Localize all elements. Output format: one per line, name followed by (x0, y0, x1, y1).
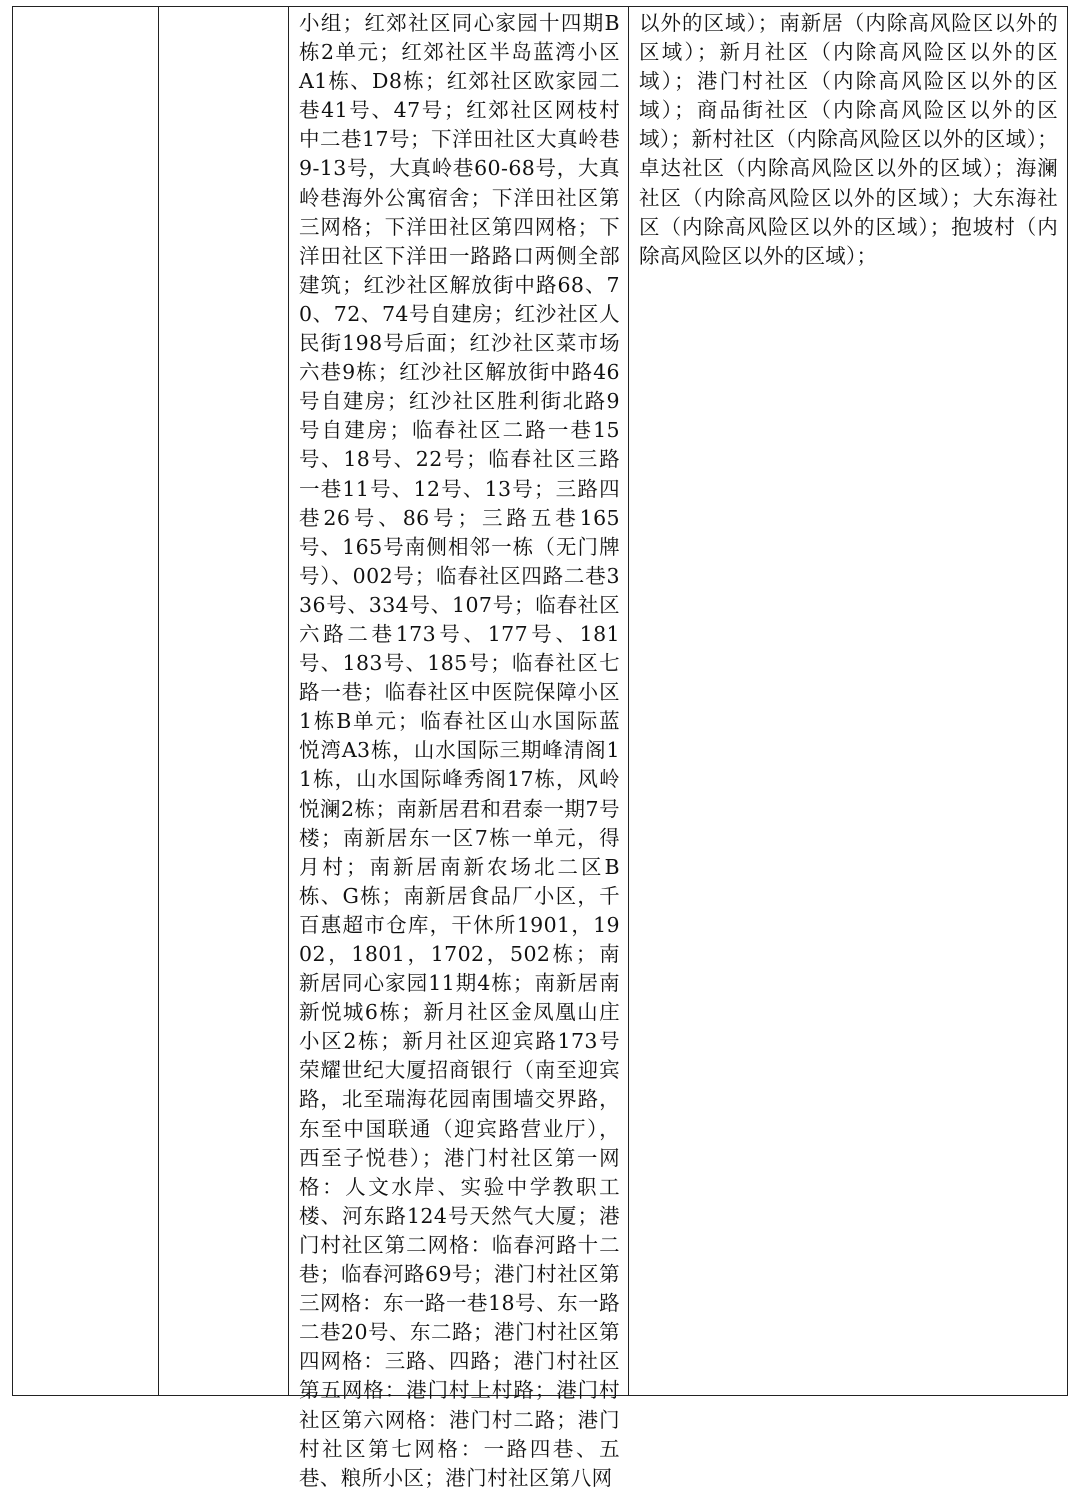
document-table (12, 6, 1068, 1490)
medium-risk-area-list: 小组；红郊社区同心家园十四期B栋2单元；红郊社区半岛蓝湾小区A1栋、D8栋；红郊社区欧家园二巷41号、47号；红郊社区网枝村中二巷17号；下洋田社区大真岭巷9-13号，大真岭巷60-68号，大真岭巷海外公寓宿舍；下洋田社区第三网格；下洋田社区第四网格；下洋田社区下洋田一路路口两侧全部建筑；红沙社区解放街中路68、70、72、74号自建房；红沙社区人民街198号后面；红沙社区菜市场六巷9栋；红沙社区解放街中路46号自建房；红沙社区胜利街北路9号自建房；临春社区二路一巷15号、18号、22号；临春社区三路一巷11号、12号、13号；三路四巷26号、86号；三路五巷165号、165号南侧相邻一栋（无门牌号）、002号；临春社区四路二巷336号、334号、107号；临春社区六路二巷173号、177号、181号、183号、185号；临春社区七路一巷；临春社区中医院保障小区1栋B单元；临春社区山水国际蓝悦湾A3栋，山水国际三期峰清阁11栋，山水国际峰秀阁17栋，风岭悦澜2栋；南新居君和君泰一期7号楼；南新居东一区7栋一单元，得月村；南新居南新农场北二区B栋、G栋；南新居食品厂小区，千百惠超市仓库，干休所1901，1902，1801，1702，502栋；南新居同心家园11期4栋；南新居南新悦城6栋；新月社区金凤凰山庄小区2栋；新月社区迎宾路173号荣耀世纪大厦招商银行（南至迎宾路，北至瑞海花园南围墙交界路，东至中国联通（迎宾路营业厅），西至子悦巷）；港门村社区第一网格：人文水岸、实验中学教职工楼、河东路124号天然气大厦；港门村社区第二网格：临春河路十二巷；临春河路69号；港门村社区第三网格：东一路一巷18号、东一路二巷20号、东二路；港门村社区第四网格：三路、四路；港门村社区第五网格：港门村上村路；港门村社区第六网格：港门村二路；港门村社区第七网格：一路四巷、五巷、粮所小区；港门村社区第八网 (299, 11, 620, 1490)
table-cell-low-risk-areas (629, 7, 1066, 1395)
table-cell-medium-risk-areas (289, 7, 629, 1490)
table-cell-column-1 (13, 7, 159, 1395)
table-cell-column-2 (159, 7, 289, 1395)
low-risk-area-list: 以外的区域）；南新居（内除高风险区以外的区域）；新月社区（内除高风险区以外的区域）；港门村社区（内除高风险区以外的区域）；商品街社区（内除高风险区以外的区域）；新村社区（内除高风险区以外的区域）；卓达社区（内除高风险区以外的区域）；海澜社区（内除高风险区以外的区域）；大东海社区（内除高风险区以外的区域）；抱坡村（内除高风险区以外的区域）； (639, 11, 1058, 268)
